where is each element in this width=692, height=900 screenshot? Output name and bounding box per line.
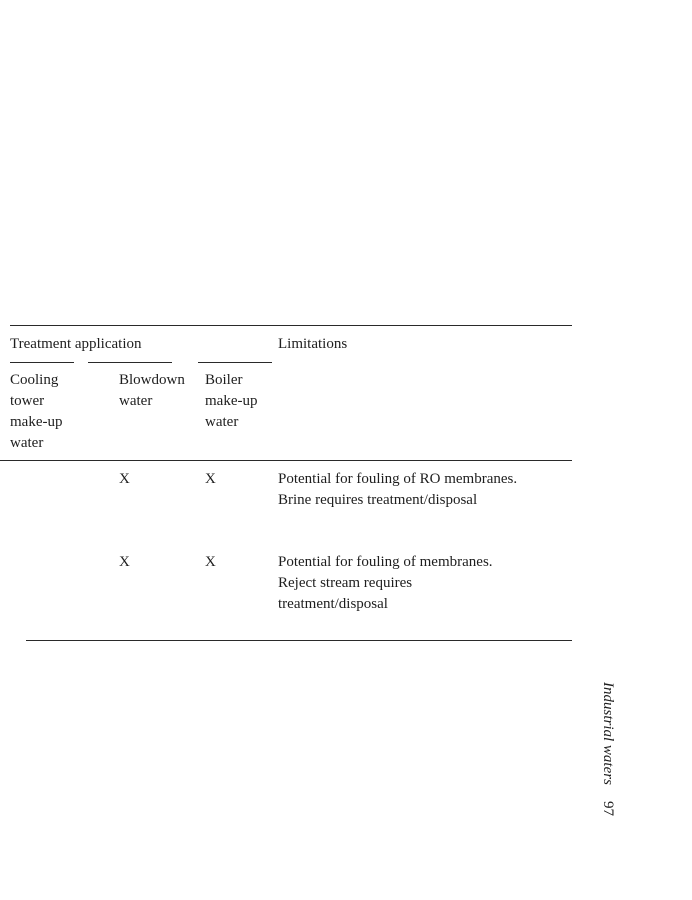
column-header-line: make-up	[10, 414, 63, 430]
cell-limitations	[278, 552, 493, 615]
cell-blowdown: X	[119, 471, 130, 487]
column-header-boiler	[205, 370, 257, 433]
column-header-blowdown	[119, 370, 185, 412]
table-bottom-rule	[26, 640, 572, 641]
limitation-line: Brine requires treatment/disposal	[278, 492, 478, 508]
column-header-line: Blowdown	[119, 372, 185, 388]
cell-blowdown: X	[119, 554, 130, 570]
column-header-line: Boiler	[205, 372, 243, 388]
column-header-line: water	[119, 393, 153, 409]
page-number: 97	[600, 800, 616, 816]
cell-boiler: X	[205, 554, 216, 570]
column-header-line: Cooling	[10, 372, 59, 388]
column-header-line: water	[205, 414, 239, 430]
limitation-line: treatment/disposal	[278, 596, 388, 612]
header-bottom-rule	[0, 460, 572, 461]
column-header-line: make-up	[205, 393, 258, 409]
limitation-line: Reject stream requires	[278, 575, 413, 591]
column-header-line: water	[10, 435, 44, 451]
subheader-rule-boiler	[198, 362, 272, 363]
subheader-rule-blowdown	[88, 362, 172, 363]
column-header-line: tower	[10, 393, 45, 409]
running-footer	[598, 682, 618, 816]
subheader-rule-cooling	[10, 362, 74, 363]
limitation-line: Potential for fouling of RO membranes.	[278, 471, 518, 487]
cell-boiler: X	[205, 471, 216, 487]
treatment-application-header: Treatment application	[10, 336, 142, 352]
running-title: Industrial waters	[600, 682, 616, 785]
cell-limitations	[278, 469, 517, 511]
table-top-rule	[10, 325, 572, 326]
column-header-cooling	[10, 370, 62, 454]
limitation-line: Potential for fouling of membranes.	[278, 554, 493, 570]
limitations-header: Limitations	[278, 336, 348, 352]
